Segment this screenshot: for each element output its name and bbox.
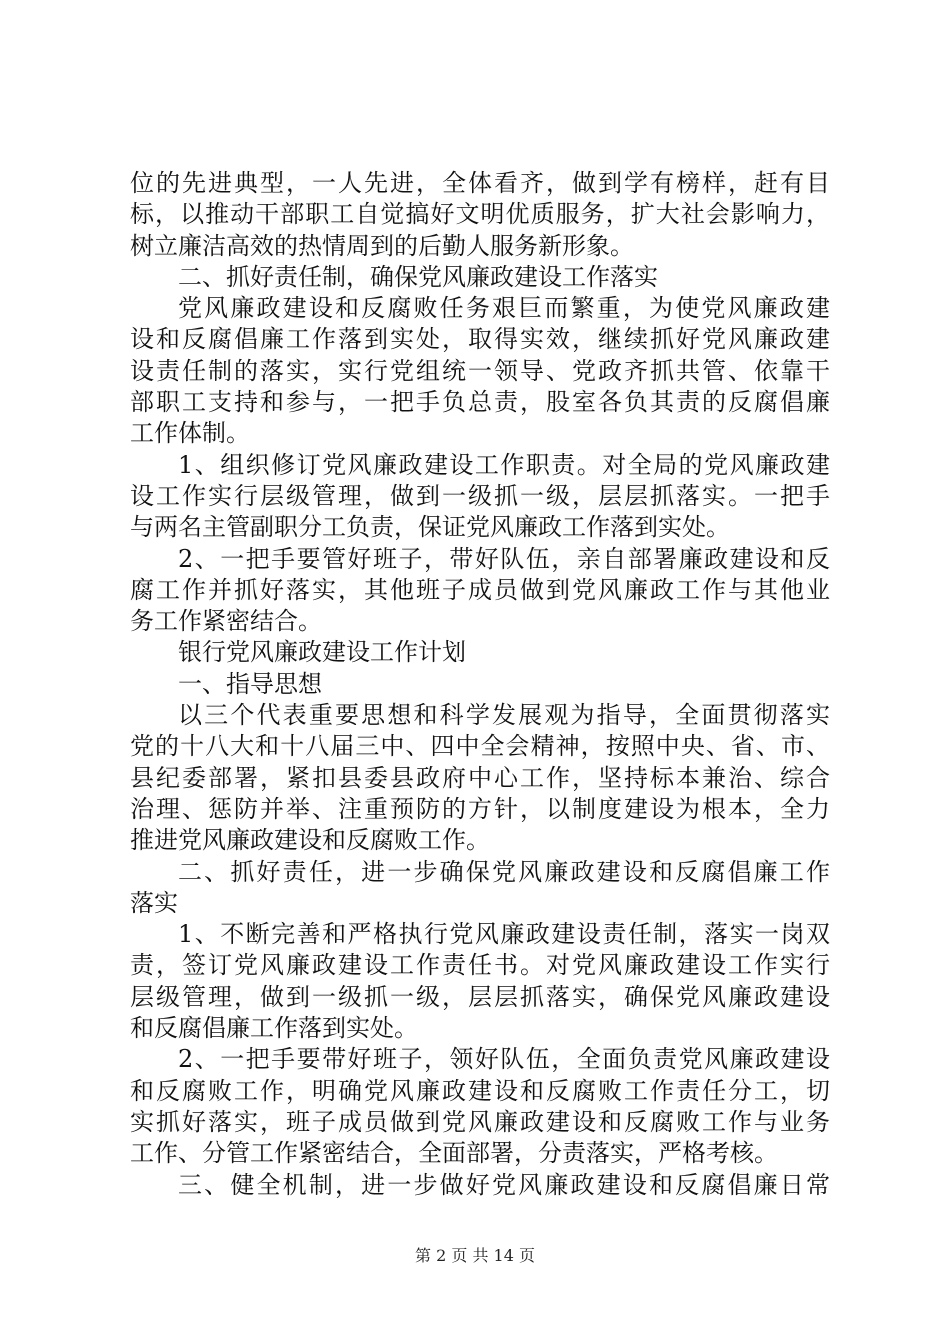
text-line: 腐工作并抓好落实，其他班子成员做到党风廉政工作与其他业 bbox=[130, 575, 830, 604]
text-line: 1、不断完善和严格执行党风廉政建设责任制，落实一岗双 bbox=[178, 920, 830, 949]
text-line: 县纪委部署，紧扣县委县政府中心工作，坚持标本兼治、综合 bbox=[130, 763, 830, 792]
document-body bbox=[130, 168, 830, 1201]
page-footer: 第 2 页 共 14 页 bbox=[415, 1246, 535, 1265]
text-line: 1、组织修订党风廉政建设工作职责。对全局的党风廉政建 bbox=[178, 450, 830, 479]
text-line: 和反腐败工作，明确党风廉政建设和反腐败工作责任分工，切 bbox=[130, 1076, 830, 1105]
text-line: 一、指导思想 bbox=[178, 669, 322, 698]
text-line: 党风廉政建设和反腐败任务艰巨而繁重，为使党风廉政建 bbox=[178, 294, 830, 323]
text-line: 落实 bbox=[130, 888, 178, 917]
text-line: 工作体制。 bbox=[130, 419, 250, 448]
text-line: 位的先进典型，一人先进，全体看齐，做到学有榜样，赶有目 bbox=[130, 169, 830, 197]
text-line: 标，以推动干部职工自觉搞好文明优质服务，扩大社会影响力， bbox=[130, 200, 830, 229]
text-line: 银行党风廉政建设工作计划 bbox=[178, 638, 466, 667]
text-line: 以三个代表重要思想和科学发展观为指导，全面贯彻落实 bbox=[178, 701, 830, 730]
text-line: 设工作实行层级管理，做到一级抓一级，层层抓落实。一把手 bbox=[130, 481, 830, 510]
text-line: 树立廉洁高效的热情周到的后勤人服务新形象。 bbox=[130, 231, 634, 260]
text-line: 工作、分管工作紧密结合，全面部署，分责落实，严格考核。 bbox=[130, 1139, 778, 1168]
text-line: 部职工支持和参与，一把手负总责，股室各负其责的反腐倡廉 bbox=[130, 388, 830, 417]
text-line: 二、抓好责任制，确保党风廉政建设工作落实 bbox=[178, 262, 658, 291]
text-line: 治理、惩防并举、注重预防的方针，以制度建设为根本，全力 bbox=[130, 794, 830, 823]
text-line: 三、健全机制，进一步做好党风廉政建设和反腐倡廉日常 bbox=[178, 1170, 830, 1199]
text-line: 推进党风廉政建设和反腐败工作。 bbox=[130, 826, 490, 855]
text-line: 和反腐倡廉工作落到实处。 bbox=[130, 1014, 418, 1043]
text-line: 2、一把手要带好班子，领好队伍，全面负责党风廉政建设 bbox=[178, 1045, 830, 1074]
text-line: 实抓好落实，班子成员做到党风廉政建设和反腐败工作与业务 bbox=[130, 1107, 830, 1136]
text-line: 务工作紧密结合。 bbox=[130, 607, 322, 636]
text-line: 与两名主管副职分工负责，保证党风廉政工作落到实处。 bbox=[130, 513, 730, 542]
text-line: 层级管理，做到一级抓一级，层层抓落实，确保党风廉政建设 bbox=[130, 982, 830, 1011]
text-line: 2、一把手要管好班子，带好队伍，亲自部署廉政建设和反 bbox=[178, 544, 830, 573]
text-line: 党的十八大和十八届三中、四中全会精神，按照中央、省、市、 bbox=[130, 732, 830, 761]
text-line: 设和反腐倡廉工作落到实处，取得实效，继续抓好党风廉政建 bbox=[130, 325, 830, 354]
text-line: 责，签订党风廉政建设工作责任书。对党风廉政建设工作实行 bbox=[130, 951, 830, 980]
text-line: 二、抓好责任，进一步确保党风廉政建设和反腐倡廉工作 bbox=[178, 857, 830, 886]
text-line: 设责任制的落实，实行党组统一领导、党政齐抓共管、依靠干 bbox=[130, 356, 830, 385]
